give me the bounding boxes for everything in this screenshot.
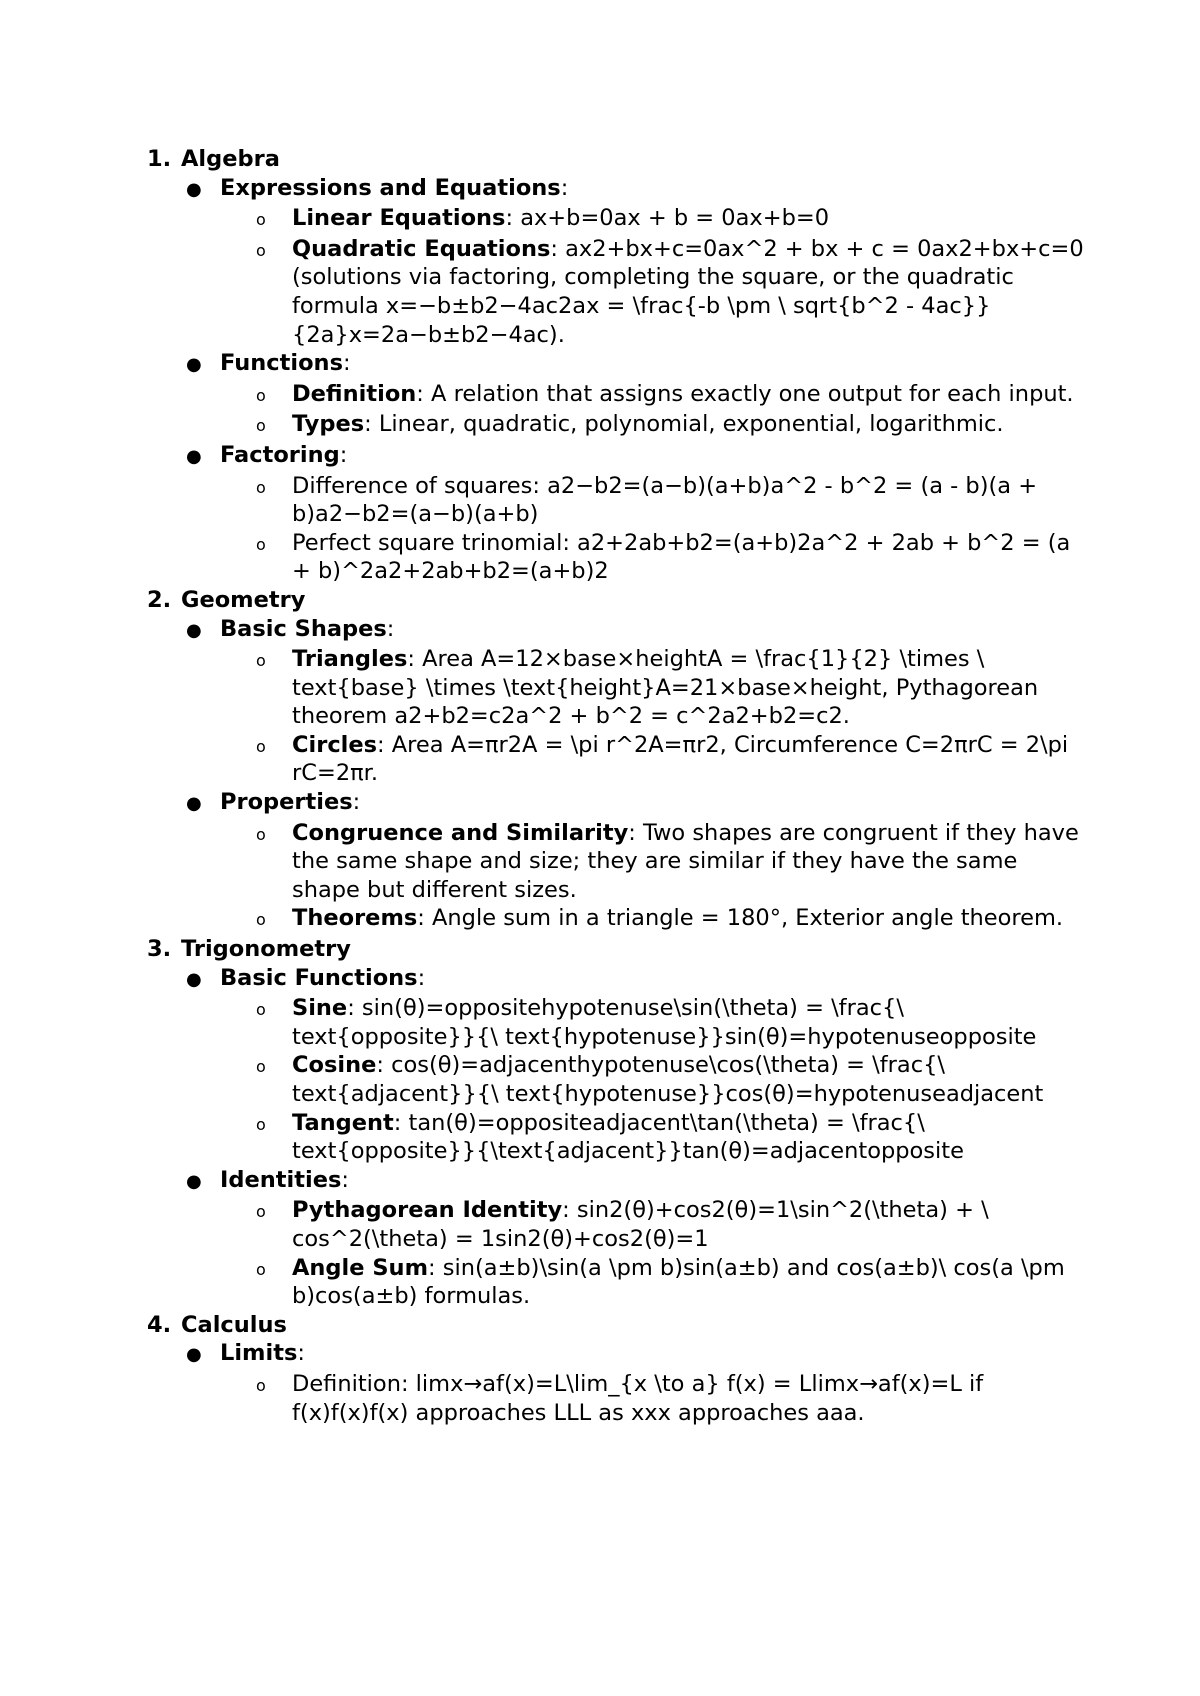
bullet-icon: ●: [186, 178, 202, 200]
section-title: Trigonometry: [181, 936, 351, 963]
item-text: : Two shapes are congruent if they have the same shape and size; they are similar if they have the same shape but different sizes.: [292, 819, 1079, 903]
item-label: Cosine: [292, 1052, 377, 1079]
subsection-label: Expressions and Equations: [220, 174, 561, 201]
subsection-label: Functions: [220, 350, 343, 377]
list-item: [255, 1196, 1087, 1253]
list-item: [255, 819, 1087, 905]
subsection-identities: ● Identities:: [185, 1166, 1087, 1197]
circle-bullet-icon: o: [256, 1057, 266, 1077]
subsection-label: Basic Shapes: [220, 615, 387, 642]
item-text: : sin(θ)=oppositehypotenuse\sin(\theta) = \frac{\ text{opposite}}{\ text{hypotenuse}}sin(θ)=hypotenuseopposite: [292, 995, 1037, 1050]
subsection-factoring: ● Factoring:: [185, 441, 1087, 472]
subsection-properties: ● Properties:: [185, 788, 1087, 819]
item-text: : ax+b=0ax + b = 0ax+b=0: [505, 205, 830, 232]
section-heading-trigonometry: [147, 935, 1087, 964]
list-item: [255, 529, 1087, 586]
item-text: : ax2+bx+c=0ax^2 + bx + c = 0ax2+bx+c=0 (solutions via factoring, completing the square, or the quadratic formula x=−b±b2−4ac2ax = \frac{-b \pm \ sqrt{b^2 - 4ac}}{2a}x=2a−b±b2−4ac).: [292, 235, 1084, 348]
item-label: Definition: [292, 380, 417, 407]
item-label: Types: [292, 411, 365, 438]
list-item: [255, 410, 1087, 441]
section-number: 2.: [147, 586, 172, 613]
list-item: [255, 1370, 1087, 1427]
item-label: Pythagorean Identity: [292, 1197, 563, 1224]
item-label: Theorems: [292, 905, 418, 932]
item-text: : Linear, quadratic, polynomial, exponential, logarithmic.: [364, 411, 1004, 438]
list-item: [255, 472, 1087, 529]
section-heading-algebra: [147, 145, 1087, 174]
circle-bullet-icon: o: [256, 1114, 266, 1134]
subsection-functions: ● Functions:: [185, 349, 1087, 380]
item-text: Perfect square trinomial: a2+2ab+b2=(a+b)2a^2 + 2ab + b^2 = (a + b)^2a2+2ab+b2=(a+b)2: [292, 529, 1071, 585]
circle-bullet-icon: o: [256, 1375, 266, 1395]
subsection-limits: ● Limits:: [185, 1339, 1087, 1370]
item-label: Congruence and Similarity: [292, 819, 629, 846]
item-text: : sin(a±b)\sin(a \pm b)sin(a±b) and cos(a±b)\ cos(a \pm b)cos(a±b) formulas.: [292, 1254, 1065, 1310]
circle-bullet-icon: o: [256, 210, 266, 230]
subsection-expressions-and-equations: ● Expressions and Equations:: [185, 174, 1087, 205]
item-text: : Area A=12×base×heightA = \frac{1}{2} \times \ text{base} \times \text{height}A=21×base×height, Pythagorean theorem a2+b2=c2a^2 + b^2 = c^2a2+b2=c2.: [292, 646, 1039, 730]
list-item: [255, 994, 1087, 1051]
circle-bullet-icon: o: [256, 736, 266, 756]
section-heading-geometry: [147, 586, 1087, 615]
item-label: Linear Equations: [292, 205, 506, 232]
list-item: [255, 1109, 1087, 1166]
bullet-icon: ●: [186, 354, 202, 376]
bullet-icon: ●: [186, 1170, 202, 1192]
section-title: Geometry: [181, 586, 306, 613]
list-item: [255, 235, 1087, 349]
circle-bullet-icon: o: [256, 910, 266, 930]
circle-bullet-icon: o: [256, 385, 266, 405]
bullet-icon: ●: [186, 445, 202, 467]
item-text: : Angle sum in a triangle = 180°, Exterior angle theorem.: [417, 905, 1064, 932]
circle-bullet-icon: o: [256, 824, 266, 844]
section-title: Calculus: [181, 1311, 287, 1338]
circle-bullet-icon: o: [256, 240, 266, 260]
item-text: : cos(θ)=adjacenthypotenuse\cos(\theta) = \frac{\ text{adjacent}}{\ text{hypotenuse}}cos(θ)=hypotenuseadjacent: [292, 1052, 1044, 1107]
item-label: Tangent: [292, 1109, 394, 1136]
item-label: Sine: [292, 995, 348, 1022]
section-number: 3.: [147, 936, 172, 963]
circle-bullet-icon: o: [256, 534, 266, 554]
subsection-label: Factoring: [220, 441, 340, 468]
section-number: 4.: [147, 1311, 172, 1338]
subsection-label: Identities: [220, 1166, 342, 1193]
list-item: [255, 204, 1087, 235]
section-title: Algebra: [181, 146, 280, 172]
list-item: [255, 904, 1087, 935]
subsection-basic-shapes: ● Basic Shapes:: [185, 615, 1087, 646]
item-text: Definition: limx→af(x)=L\lim_{x \to a} f(x) = Llimx→af(x)=L if f(x)f(x)f(x) approaches LLL as xxx approaches aaa.: [292, 1370, 984, 1426]
section-number: 1.: [147, 146, 172, 172]
circle-bullet-icon: o: [256, 416, 266, 436]
circle-bullet-icon: o: [256, 477, 266, 497]
section-heading-calculus: [147, 1311, 1087, 1340]
item-label: Circles: [292, 731, 378, 758]
bullet-icon: ●: [186, 1344, 202, 1366]
circle-bullet-icon: o: [256, 1000, 266, 1020]
item-text: : sin2(θ)+cos2(θ)=1\sin^2(\theta) + \ cos^2(\theta) = 1sin2(θ)+cos2(θ)=1: [292, 1197, 989, 1252]
list-item: [255, 380, 1087, 411]
item-text: : tan(θ)=oppositeadjacent\tan(\theta) = \frac{\ text{opposite}}{\text{adjacent}}tan(θ)=adjacentopposite: [292, 1109, 964, 1165]
item-text: : Area A=πr2A = \pi r^2A=πr2, Circumference C=2πrC = 2\pi rC=2πr.: [292, 731, 1069, 787]
item-text: : A relation that assigns exactly one output for each input.: [416, 380, 1074, 407]
circle-bullet-icon: o: [256, 1259, 266, 1279]
circle-bullet-icon: o: [256, 651, 266, 671]
subsection-label: Limits: [220, 1340, 298, 1367]
item-label: Quadratic Equations: [292, 235, 551, 262]
subsection-label: Properties: [220, 789, 353, 816]
list-item: [255, 1051, 1087, 1108]
list-item: [255, 645, 1087, 731]
item-text: Difference of squares: a2−b2=(a−b)(a+b)a^2 - b^2 = (a - b)(a + b)a2−b2=(a−b)(a+b): [292, 472, 1038, 528]
circle-bullet-icon: o: [256, 1202, 266, 1222]
item-label: Angle Sum: [292, 1254, 429, 1281]
item-label: Triangles: [292, 646, 408, 673]
document-page: [147, 145, 1087, 1427]
bullet-icon: ●: [186, 968, 202, 990]
bullet-icon: ●: [186, 619, 202, 641]
bullet-icon: ●: [186, 793, 202, 815]
subsection-basic-functions: ● Basic Functions:: [185, 964, 1087, 995]
list-item: [255, 1254, 1087, 1311]
list-item: [255, 731, 1087, 788]
subsection-label: Basic Functions: [220, 964, 418, 991]
